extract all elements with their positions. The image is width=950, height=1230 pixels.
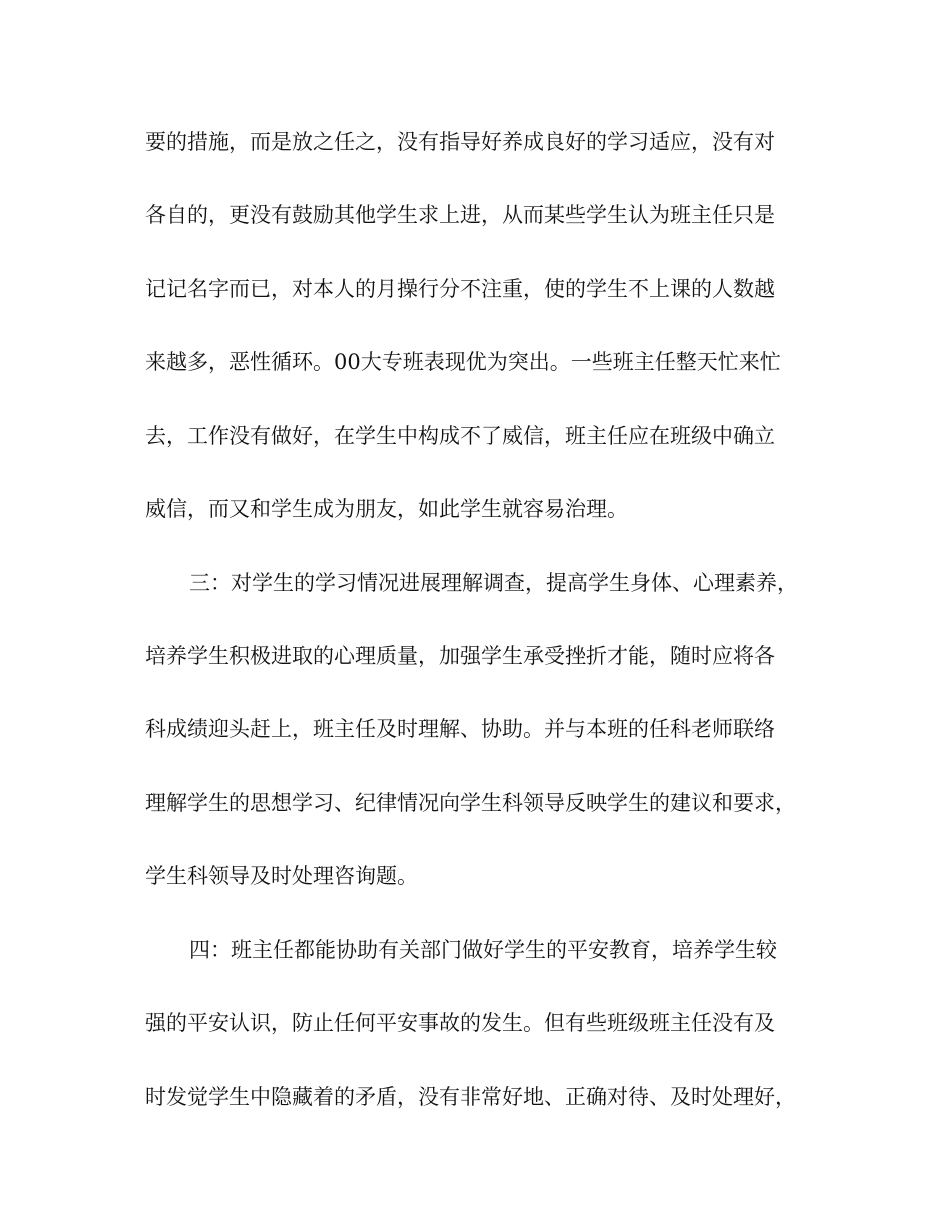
text-line: 来越多，恶性循环。00大专班表现优为突出。一些班主任整天忙来忙	[145, 350, 781, 374]
text-line: 培养学生积极进取的心理质量，加强学生承受挫折才能，随时应将各	[145, 644, 775, 668]
text-line: 学生科领导及时处理咨询题。	[145, 864, 418, 888]
text-line: 强的平安认识，防止任何平安事故的发生。但有些班级班主任没有及	[145, 1011, 775, 1035]
text-line: 要的措施，而是放之任之，没有指导好养成良好的学习适应，没有对	[145, 130, 775, 154]
paragraph-start-line: 四：班主任都能协助有关部门做好学生的平安教育，培养学生较	[189, 938, 777, 962]
paragraph-start-line: 三：对学生的学习情况进展理解调查，提高学生身体、心理素养，	[189, 571, 798, 595]
text-line: 去，工作没有做好，在学生中构成不了威信，班主任应在班级中确立	[145, 424, 775, 448]
text-line: 时发觉学生中隐藏着的矛盾，没有非常好地、正确对待、及时处理好，	[145, 1085, 796, 1109]
text-line: 理解学生的思想学习、纪律情况向学生科领导反映学生的建议和要求，	[145, 791, 796, 815]
text-line: 威信，而又和学生成为朋友，如此学生就容易治理。	[145, 497, 628, 521]
text-line: 科成绩迎头赶上，班主任及时理解、协助。并与本班的任科老师联络	[145, 717, 775, 741]
text-line: 记记名字而已，对本人的月操行分不注重，使的学生不上课的人数越	[145, 277, 775, 301]
text-line: 各自的，更没有鼓励其他学生求上进，从而某些学生认为班主任只是	[145, 203, 775, 227]
